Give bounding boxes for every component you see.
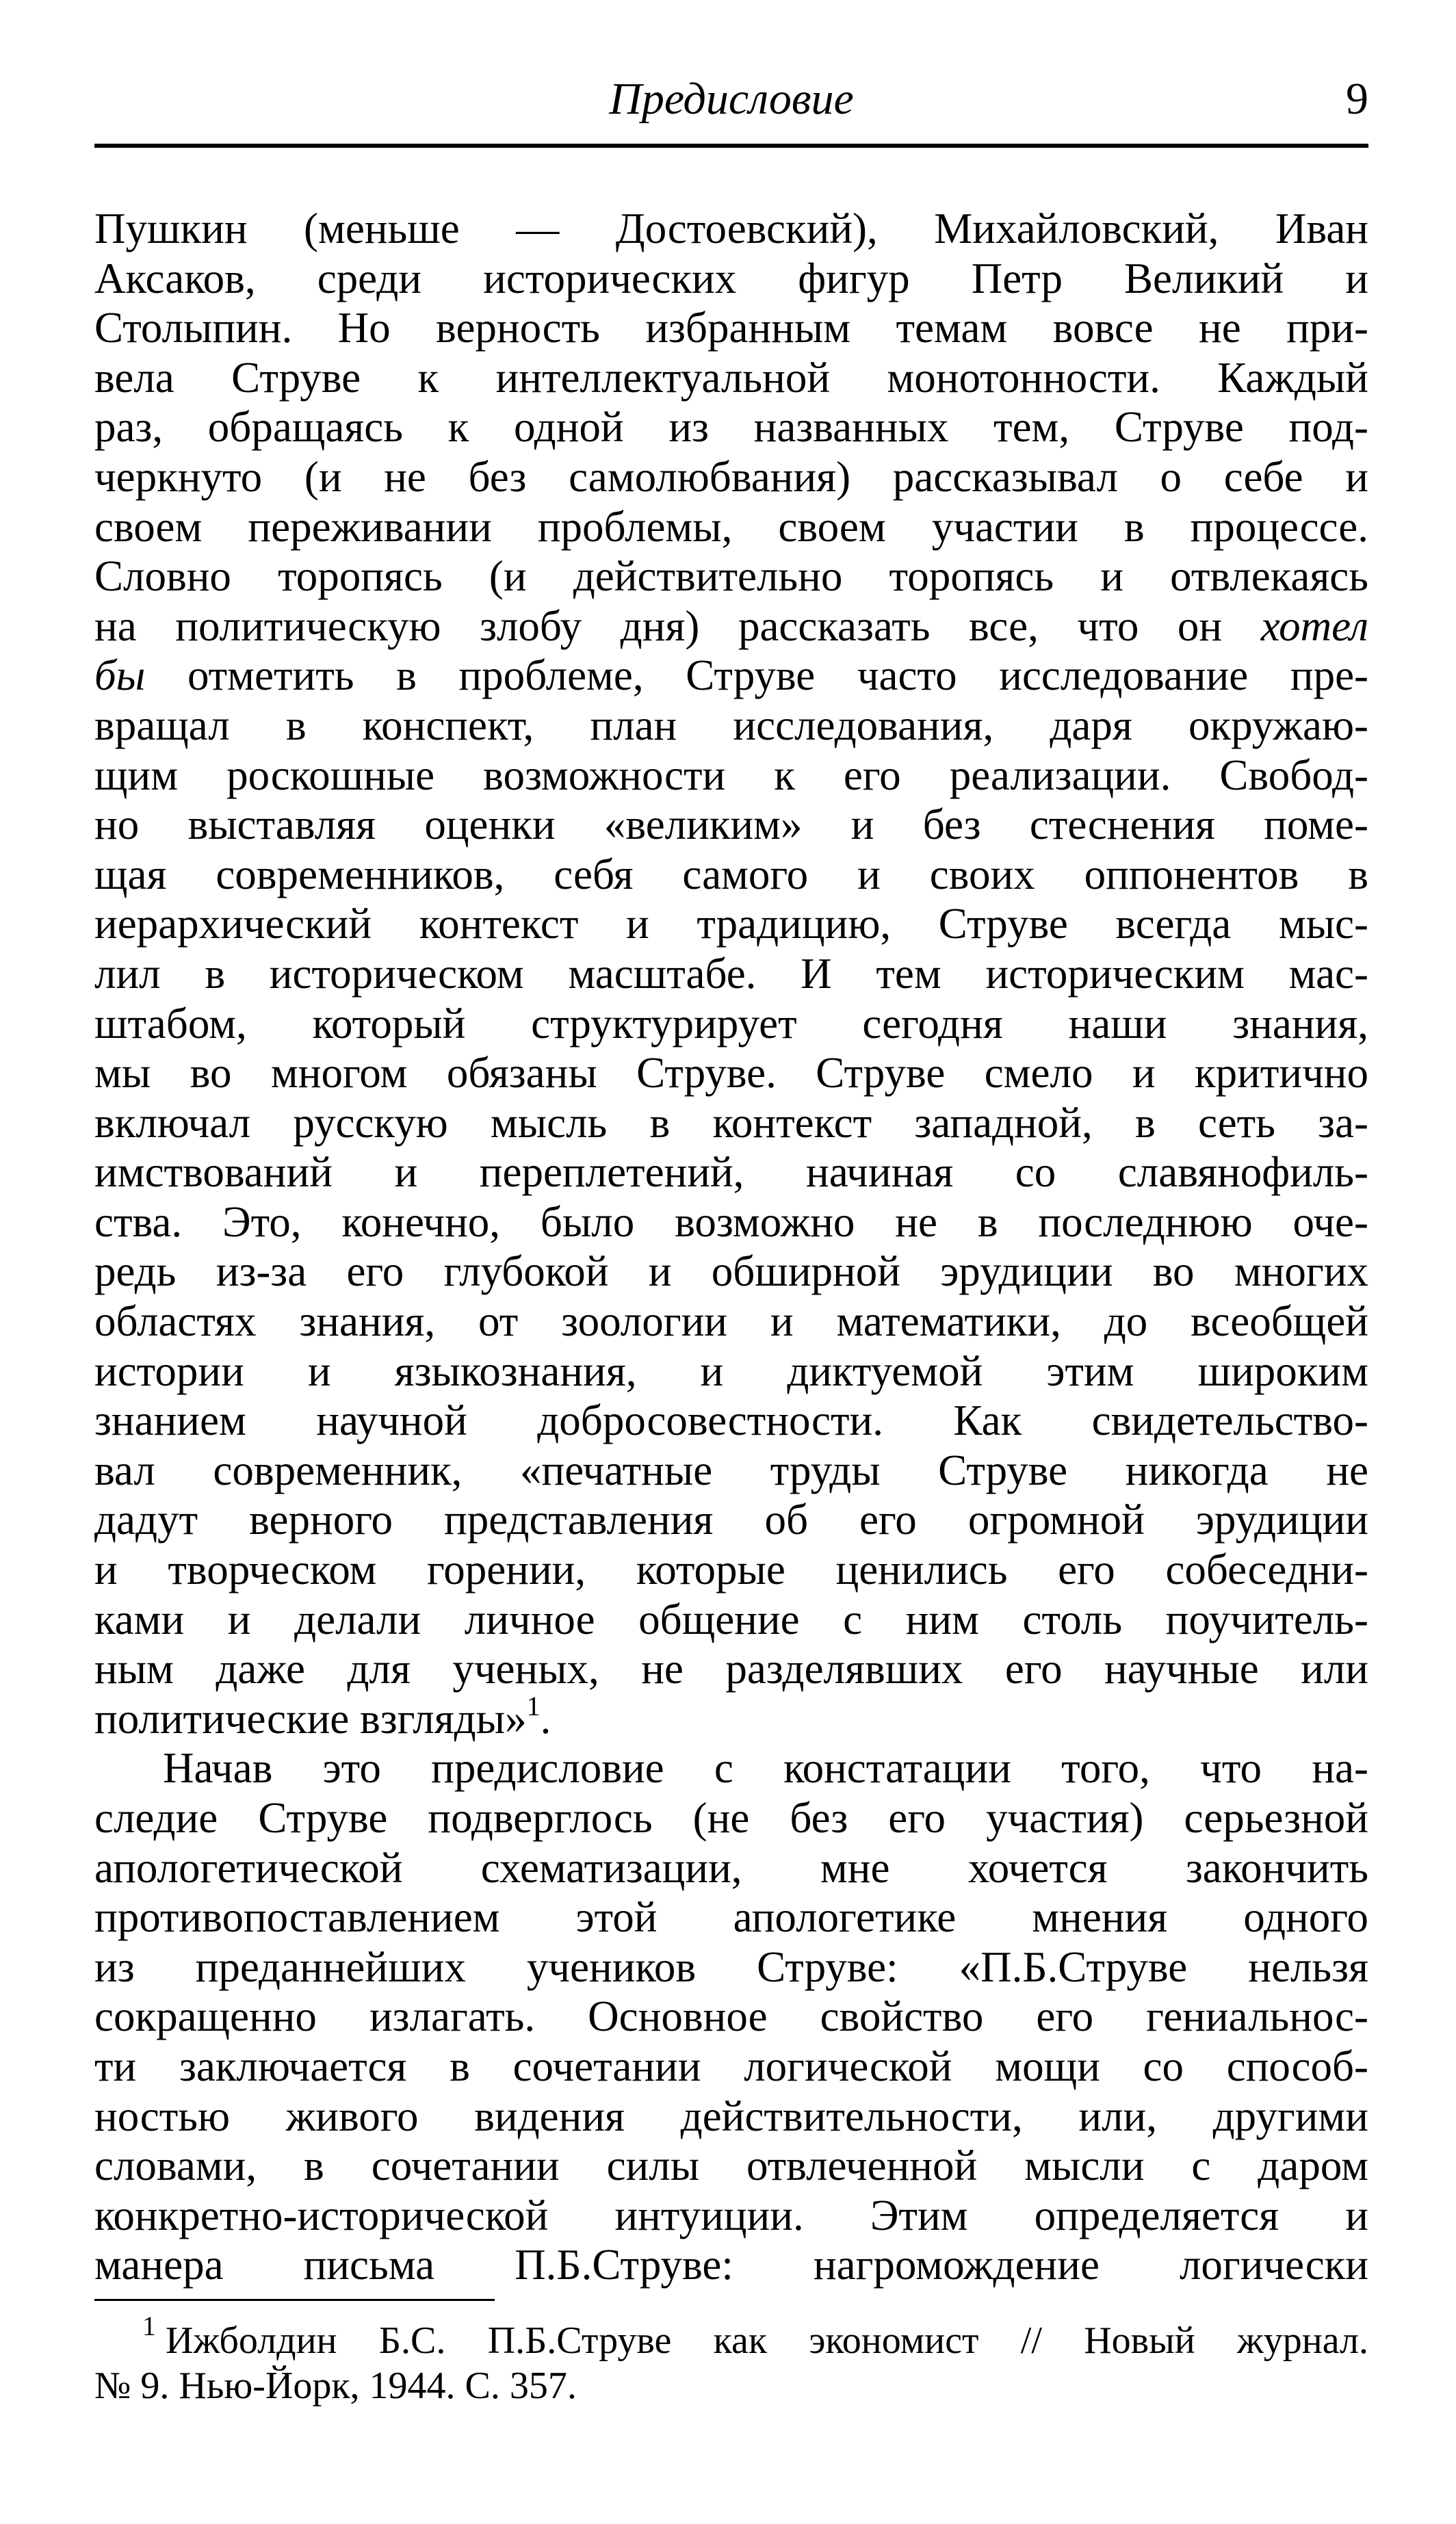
text-run: на политическую злобу дня) рассказать все, что он bbox=[94, 601, 1223, 650]
text-line: апологетической схематизации, мне хочется закончить bbox=[94, 1843, 1368, 1892]
text-line: противопоставлением этой апологетике мнения одного bbox=[94, 1893, 1368, 1942]
text-line: щая современников, себя самого и своих оппонентов в bbox=[94, 850, 1368, 898]
text-line: штабом, который структурирует сегодня наши знания, bbox=[94, 999, 1368, 1048]
header-rule bbox=[94, 144, 1368, 148]
footnote-reference[interactable]: 1 bbox=[526, 1690, 541, 1721]
text-line: но выставляя оценки «великим» и без стеснения поме- bbox=[94, 801, 1368, 849]
text-line: раз, обращаясь к одной из названных тем, Струве под- bbox=[94, 403, 1368, 452]
page-header bbox=[94, 65, 1368, 147]
text-line: включал русскую мысль в контекст западной, в сеть за- bbox=[94, 1098, 1368, 1147]
italic-text: хотел bbox=[1260, 601, 1368, 650]
text-line: Словно торопясь (и действительно торопясь и отвлекаясь bbox=[94, 552, 1368, 601]
footnote-line: № 9. Нью-Йорк, 1944. С. 357. bbox=[94, 2365, 577, 2407]
text-line: иерархический контекст и традицию, Струве всегда мыс- bbox=[94, 900, 1368, 948]
text-line: вела Струве к интеллектуальной монотонности. Каждый bbox=[94, 353, 1368, 402]
text-line: ти заключается в сочетании логической мощи со способ- bbox=[94, 2042, 1368, 2090]
italic-text: бы bbox=[94, 651, 146, 700]
text-line bbox=[94, 651, 1368, 701]
text-line: областях знания, от зоологии и математики, до всеобщей bbox=[94, 1297, 1368, 1346]
text-line: следие Струве подверглось (не без его участия) серьезной bbox=[94, 1794, 1368, 1842]
footnote-rule bbox=[94, 2299, 495, 2301]
text-line: знанием научной добросовестности. Как свидетельство- bbox=[94, 1396, 1368, 1445]
text-line: Начав это предисловие с констатации того, что на- bbox=[163, 1744, 1368, 1793]
text-line: сокращенно излагать. Основное свойство его гениальнос- bbox=[94, 1992, 1368, 2041]
text-line: ным даже для ученых, не разделявших его научные или bbox=[94, 1645, 1368, 1693]
footnote-line bbox=[94, 2311, 1368, 2363]
paragraph-2 bbox=[94, 1743, 1368, 2290]
text-line: имствований и переплетений, начиная со славянофиль- bbox=[94, 1148, 1368, 1197]
footnote-number: 1 bbox=[142, 2311, 156, 2342]
text-line: ками и делали личное общение с ним столь поучитель- bbox=[94, 1595, 1368, 1643]
text-line: вращал в конспект, план исследования, даря окружаю- bbox=[94, 701, 1368, 749]
footnote-text: Ижболдин Б.С. П.Б.Струве как экономист // Новый журнал. bbox=[166, 2319, 1368, 2362]
body-text bbox=[94, 204, 1368, 2290]
text-run: политические взгляды» bbox=[94, 1694, 527, 1743]
running-title: Предисловие bbox=[609, 74, 854, 124]
text-line: словами, в сочетании силы отвлеченной мысли с даром bbox=[94, 2142, 1368, 2190]
text-line: щим роскошные возможности к его реализации. Свобод- bbox=[94, 751, 1368, 799]
text-line: ностью живого видения действительности, или, другими bbox=[94, 2092, 1368, 2140]
text-line: мы во многом обязаны Струве. Струве смело и критично bbox=[94, 1049, 1368, 1097]
text-line: лил в историческом масштабе. И тем историческим мас- bbox=[94, 949, 1368, 998]
text-run: отметить в проблеме, Струве часто исследование пре- bbox=[187, 651, 1369, 700]
text-line: из преданнейших учеников Струве: «П.Б.Струве нельзя bbox=[94, 1942, 1368, 1991]
text-line: истории и языкознания, и диктуемой этим широким bbox=[94, 1346, 1368, 1395]
text-line: и творческом горении, которые ценились его собеседни- bbox=[94, 1546, 1368, 1594]
text-line: Аксаков, среди исторических фигур Петр Великий и bbox=[94, 254, 1368, 302]
text-line: ства. Это, конечно, было возможно не в последнюю оче- bbox=[94, 1197, 1368, 1246]
text-line: Столыпин. Но верность избранным темам вовсе не при- bbox=[94, 304, 1368, 352]
text-line: дадут верного представления об его огромной эрудиции bbox=[94, 1496, 1368, 1544]
text-line: вал современник, «печатные труды Струве никогда не bbox=[94, 1446, 1368, 1494]
text-line: манера письма П.Б.Струве: нагромождение логически bbox=[94, 2241, 1368, 2289]
text-line: своем переживании проблемы, своем участии в процессе. bbox=[94, 502, 1368, 551]
text-line: Пушкин (меньше — Достоевский), Михайловский, Иван bbox=[94, 205, 1368, 252]
text-line: черкнуто (и не без самолюбвания) рассказывал о себе и bbox=[94, 452, 1368, 501]
text-line bbox=[94, 1690, 1368, 1744]
paragraph-1 bbox=[94, 204, 1368, 1743]
text-run: . bbox=[540, 1694, 551, 1743]
footnote bbox=[94, 2311, 1368, 2408]
page-number: 9 bbox=[1346, 74, 1368, 124]
text-line bbox=[94, 601, 1368, 651]
text-line: конкретно-исторической интуиции. Этим определяется и bbox=[94, 2191, 1368, 2239]
text-line: редь из-за его глубокой и обширной эрудиции во многих bbox=[94, 1247, 1368, 1296]
